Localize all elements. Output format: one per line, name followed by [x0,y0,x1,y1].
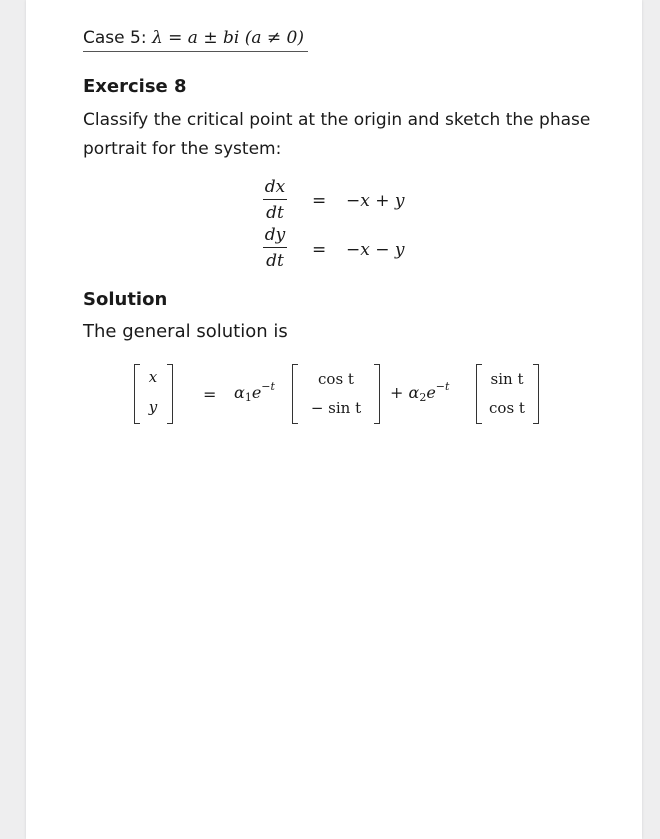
document-page [26,0,642,839]
exp-base: e [251,383,262,402]
alpha-symbol: α [234,383,245,402]
subscript: 1 [244,391,252,404]
fraction-numerator: dx [264,177,286,197]
solution-text: The general solution is [83,321,288,342]
case-label: Case 5: [83,28,147,48]
equation-rhs-2: −x − y [346,240,405,260]
fraction-denominator: dt [266,203,284,223]
equals-sign: = [312,191,327,211]
exp-power: −t [261,380,275,393]
coefficient-alpha1 [234,380,275,404]
exercise-text: Classify the critical point at the origin and sketch the phase portrait for the system: [83,110,591,159]
fraction-numerator: dy [264,225,286,245]
left-bracket [292,364,298,424]
equals-sign: = [312,240,327,260]
derivative-dx-dt [260,176,290,224]
vector-x: x [148,368,158,386]
vec1-bottom: − sin t [310,399,362,417]
derivative-dy-dt [260,224,290,272]
left-bracket [476,364,482,424]
vec2-bottom: cos t [489,399,525,417]
equation-rhs-1: −x + y [346,191,405,211]
alpha-symbol: α [408,383,420,402]
fraction-bar [263,247,287,248]
case-math: λ = a ± bi (a ≠ 0) [151,28,304,48]
exp-base: e [426,383,436,402]
exp-power: −t [435,380,450,393]
vec1-top: cos t [318,370,354,388]
fraction-bar [263,199,287,200]
plus-sign: + [390,383,404,402]
fraction-denominator: dt [266,251,284,271]
right-bracket [167,364,173,424]
case-header [83,27,304,52]
subscript: 2 [419,391,427,404]
solution-title: Solution [83,289,168,310]
equals-sign: = [203,385,217,404]
vec2-top: sin t [490,370,524,388]
header-rule [83,51,308,52]
vector-y: y [148,398,158,416]
coefficient-alpha2 [390,380,450,404]
left-bracket [134,364,140,424]
right-bracket [533,364,539,424]
right-bracket [374,364,380,424]
exercise-title: Exercise 8 [83,76,187,97]
